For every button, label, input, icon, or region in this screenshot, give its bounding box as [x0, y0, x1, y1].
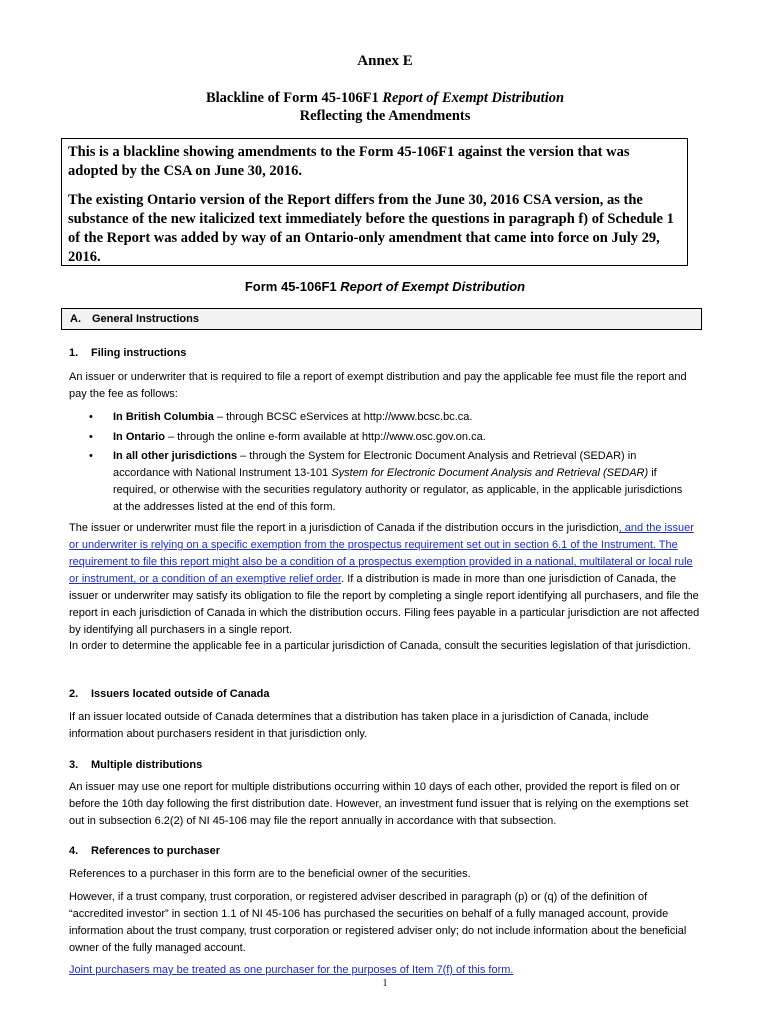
section-4-text-2: However, if a trust company, trust corporation, or registered adviser described in paragraph (p) or (q) of the definition of “accredited investor” in section 1.1 of NI 45-106 has purchased the securities on behalf of a fully managed account, provide information about the trust company, trust corporation or registered adviser only; do not include information about the beneficial owner of the fully managed account.	[69, 891, 687, 954]
joint-purchasers-link[interactable]: Joint purchasers may be treated as one purchaser for the purposes of Item 7(f) of this form.	[69, 964, 514, 976]
bullet-dot-icon: •	[89, 411, 93, 423]
annex-heading: Annex E	[357, 53, 413, 69]
amendment-link-text[interactable]: , and the issuer or underwriter is relying on a specific exemption from the prospectus requirement set out in section 6.1 of the Instrument. The requirement to file this report might also be a condition of a prospectus exemption provided in a national, multilateral or local rule or instrument, or a condition of an exemptive relief order	[69, 522, 694, 585]
form-title: Form 45-106F1 Report of Exempt Distribution	[244, 279, 526, 294]
blackline-notice-box	[61, 138, 688, 266]
blackline-title: Blackline of Form 45-106F1 Report of Exempt Distribution	[205, 90, 565, 106]
section-1-fee-paragraph: In order to determine the applicable fee in a particular jurisdiction of Canada, consult the securities legislation of that jurisdiction.	[69, 640, 691, 652]
section-3-text: An issuer may use one report for multiple distributions occurring within 10 days of each other, provided the report is filed on or before the 10th day following the first distribution date. However, an investment fund issuer that is relying on the exemptions set out in subsection 6.2(2) of NI 45-106 may file the report annually in accordance with that subsection.	[69, 781, 689, 827]
page-number: 1	[382, 978, 388, 989]
reflecting-subtitle: Reflecting the Amendments	[299, 108, 471, 124]
bullet-other-jurisdictions: • In all other jurisdictions – through the System for Electronic Document Analysis and Retrieval (SEDAR) in accordance with National Instrument 13-101 System for Electronic Document Analysis and Retrieval (SEDAR) if required, or otherwise with the securities regulatory authority or regulator, as applicable, in the applicable jurisdictions at the addresses listed at the end of this form.	[89, 450, 683, 513]
section-a-title: General Instructions	[92, 313, 199, 325]
section-2-heading: 2. Issuers located outside of Canada	[69, 688, 270, 700]
bullet-dot-icon: •	[89, 431, 93, 443]
bullet-british-columbia: • In British Columbia – through BCSC eServices at http://www.bcsc.bc.ca.	[89, 409, 689, 426]
section-3-heading: 3. Multiple distributions	[69, 759, 203, 771]
section-4-heading: 4. References to purchaser	[69, 845, 220, 857]
section-a-letter: A.	[70, 313, 81, 325]
notice-paragraph-2: The existing Ontario version of the Report differs from the June 30, 2016 CSA version, as the substance of the new italicized text immediately before the questions in paragraph f) of Schedule 1 of the Report was added by way of an Ontario-only amendment that came into force on July 29, 2016.	[68, 192, 674, 265]
section-2-text: If an issuer located outside of Canada determines that a distribution has taken place in a jurisdiction of Canada, include information about purchasers resident in that jurisdiction only.	[69, 711, 649, 740]
notice-paragraph-1: This is a blackline showing amendments to the Form 45-106F1 against the version that was adopted by the CSA on June 30, 2016.	[68, 144, 630, 179]
section-1-filing-paragraph: The issuer or underwriter must file the report in a jurisdiction of Canada if the distribution occurs in the jurisdiction, and the issuer or underwriter is relying on a specific exemption from the prospectus requirement set out in section 6.1 of the Instrument. The requirement to file this report might also be a condition of a prospectus exemption provided in a national, multilateral or local rule or instrument, or a condition of an exemptive relief order. If a distribution is made in more than one jurisdiction of Canada, the issuer or underwriter may satisfy its obligation to file the report by completing a single report identifying all purchasers, and file the report in each jurisdiction of Canada in which the distribution occurs. Filing fees payable in a particular jurisdiction are not affected by identifying all purchasers in a single report.	[69, 522, 700, 636]
section-4-text-1: References to a purchaser in this form are to the beneficial owner of the securities.	[69, 868, 471, 880]
bullet-ontario: • In Ontario – through the online e-form available at http://www.osc.gov.on.ca.	[89, 429, 689, 446]
bullet-dot-icon: •	[89, 450, 93, 462]
section-a-header	[61, 308, 702, 330]
section-1-intro: An issuer or underwriter that is required to file a report of exempt distribution and pay the applicable fee must file the report and pay the fee as follows:	[69, 371, 687, 400]
section-1-heading: 1. Filing instructions	[69, 347, 187, 359]
